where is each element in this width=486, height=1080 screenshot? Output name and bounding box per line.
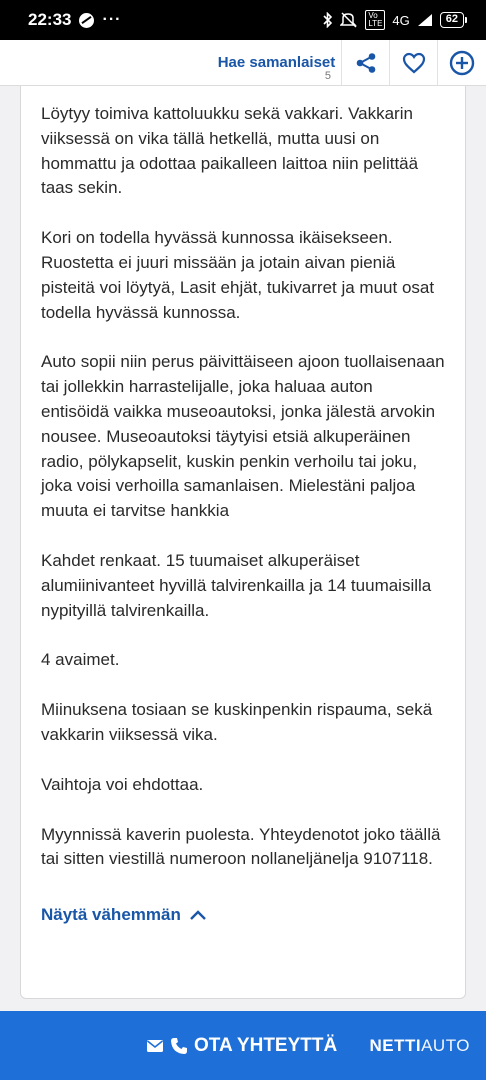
favorite-button[interactable]: [390, 40, 438, 85]
heart-icon: [402, 52, 426, 74]
contact-bar: [0, 1011, 486, 1080]
plus-circle-icon: [449, 50, 475, 76]
description-paragraph: Löytyy toimiva kattoluukku sekä vakkari. Vakkarin viiksessä on vika tällä hetkellä, mutta uusi on hommattu ja odottaa paikalleen laittoa niin pelittää taas sekin.: [41, 104, 419, 198]
status-time: 22:33: [28, 10, 72, 29]
find-similar-button[interactable]: [212, 40, 342, 85]
similar-count: 5: [324, 70, 331, 82]
signal-icon: [417, 13, 433, 27]
battery-indicator: 62: [440, 12, 464, 28]
phone-icon: [170, 1037, 188, 1055]
description-paragraph: Myynnissä kaverin puolesta. Yhteydenotot joko täällä tai sitten viestillä numeroon nollaneljänelja 9107118.: [41, 824, 441, 869]
show-less-label: Näytä vähemmän: [41, 905, 181, 925]
mute-icon: [340, 12, 358, 28]
show-less-button[interactable]: [41, 905, 207, 925]
share-button[interactable]: [342, 40, 390, 85]
volte-icon: Vo LTE: [365, 10, 385, 30]
description-paragraph: 4 avaimet.: [41, 650, 120, 670]
chevron-up-icon: [189, 909, 207, 921]
basketball-icon: [79, 13, 94, 28]
description-paragraph: Kahdet renkaat. 15 tuumaiset alkuperäiset alumiinivanteet hyvillä talvirenkailla ja 14 tuumaisilla nypityillä talvirenkailla.: [41, 550, 432, 620]
share-icon: [355, 52, 377, 74]
bluetooth-icon: [323, 12, 333, 28]
mail-icon: [146, 1039, 164, 1053]
more-notifications-icon: ···: [102, 11, 122, 28]
ad-action-bar: [0, 40, 486, 86]
description-card: [20, 86, 466, 999]
contact-label: OTA YHTEYTTÄ: [194, 1034, 338, 1056]
find-similar-label: Hae samanlaiset: [217, 54, 336, 71]
description-paragraph: Vaihtoja voi ehdottaa.: [41, 774, 204, 794]
contact-button[interactable]: [146, 1035, 337, 1057]
network-type: 4G: [392, 12, 410, 28]
description-paragraph: Kori on todella hyvässä kunnossa ikäisekseen. Ruostetta ei juuri missään ja jotain aivan pieniä pisteitä voi löytyä, Lasit ehjät, tukivarret ja muut osat todella hyvässä kunnossa.: [41, 228, 435, 322]
description-paragraph: Miinuksena tosiaan se kuskinpenkin rispauma, sekä vakkarin viiksessä vika.: [41, 700, 433, 744]
description-paragraph: Auto sopii niin perus päivittäiseen ajoon tuollaisenaan tai jollekkin harrastelijalle, joka haluaa auton entisöidä vaikka museoautoksi, jonka jälestä arvokin nousee. Museoautoksi täytyisi etsiä alkuperäinen radio, pölykapselit, kuskin penkin verhoilu tai joku, joka voisi verhoilla samanlaisen. Mielestäni paljoa muuta ei tarvitse hankkia: [41, 352, 445, 521]
nettiauto-logo: NETTIAUTO: [369, 1035, 470, 1055]
status-bar: [0, 0, 486, 40]
add-button[interactable]: [438, 40, 486, 85]
